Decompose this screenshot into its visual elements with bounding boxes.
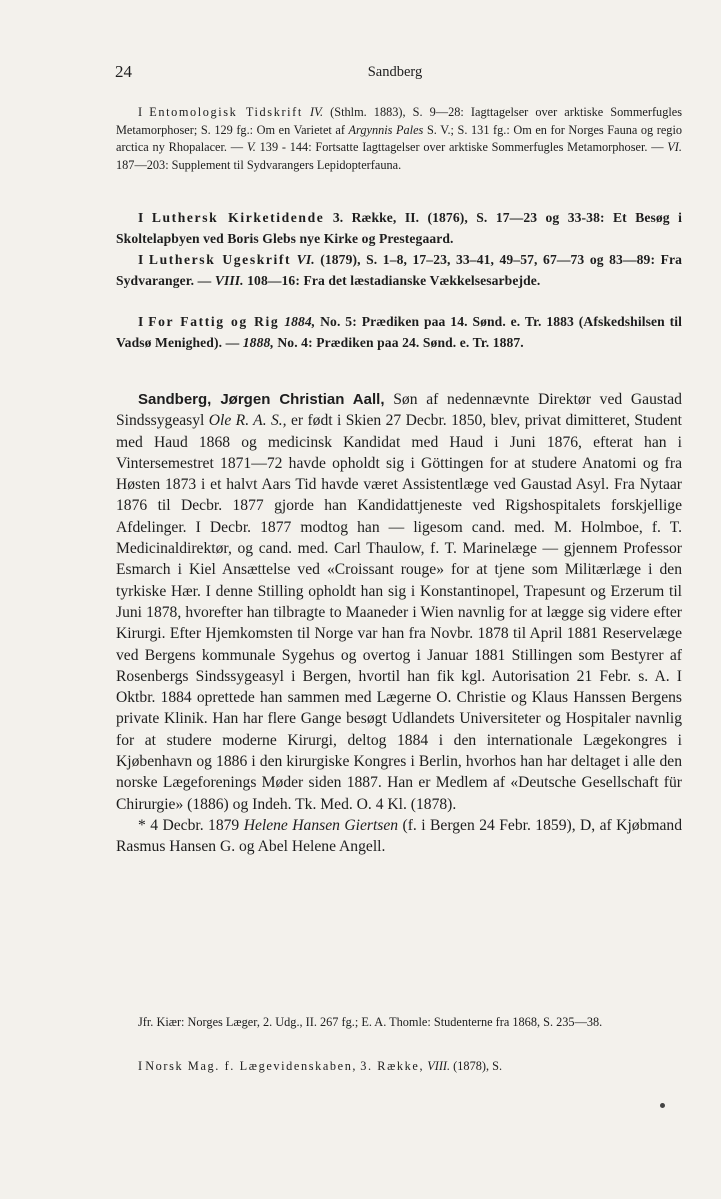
- footnote-mark: I: [138, 1059, 143, 1073]
- bib-text: 1883 (Afskedshilsen til Vadsø Menighed). —: [116, 314, 683, 350]
- bib-entomologisk: [116, 104, 682, 174]
- footnote: [116, 1058, 682, 1076]
- bib-text: 3. Række, II. (1876), S. 17—23 og 33-38:: [332, 210, 605, 225]
- bib-mark: I: [138, 314, 144, 329]
- volume: V.: [246, 140, 256, 155]
- volume: VIII.: [427, 1059, 451, 1073]
- bio-text: Søn af nedennævnte Direktør: [393, 391, 591, 408]
- year: 1888,: [242, 334, 274, 350]
- species-name: Argynnis Pales: [348, 122, 424, 137]
- bib-mark: I: [138, 252, 144, 267]
- footnote-text: (1878), S.: [453, 1059, 503, 1073]
- footnote-journal: Norsk Mag. f. Lægevidenskaben,: [145, 1059, 358, 1073]
- bib-text: 187—203: Supplement til Sydvarangers Lepidopterfauna.: [116, 157, 402, 172]
- bib-text: 139 - 144: Fortsatte Iagttagelser over arktiske Sommerfugles Metamorphoser. —: [259, 140, 664, 155]
- bib-text: (1879), S. 1–8, 17–23, 33–41, 49–57,: [320, 252, 538, 267]
- entry-name: Sandberg, Jørgen Christian Aall,: [138, 391, 385, 408]
- volume: VI.: [667, 140, 682, 155]
- volume: IV.: [309, 105, 324, 119]
- page-header: [115, 62, 675, 86]
- marriage-line: [116, 815, 682, 858]
- bib-text: Vækkelsesarbejde.: [429, 272, 541, 288]
- marriage-text: (f. i Bergen 24 Febr. 1859), D, af Kjøbmand Rasmus Hansen G. og Abel Helene Angell.: [116, 816, 683, 856]
- journal-title: For Fattig og Rig: [148, 314, 280, 329]
- references: [116, 1014, 682, 1032]
- bib-text: 108—16: Fra det læstadianske: [247, 272, 427, 288]
- father-name: Ole R. A. S.,: [208, 412, 287, 430]
- volume: VIII.: [214, 272, 244, 288]
- bib-ugeskrift: [116, 250, 682, 291]
- year: 1884,: [284, 314, 316, 329]
- reference-text: Jfr. Kiær: Norges Læger, 2. Udg., II. 267 fg.; E. A. Thomle: Studenterne fra 1868, S. 235—38.: [138, 1015, 603, 1029]
- footnote-text: 3. Række,: [360, 1059, 425, 1073]
- bib-text: No. 4: Prædiken paa 24. Sønd.: [277, 334, 457, 350]
- wife-name: Helene Hansen Giertsen: [243, 816, 399, 834]
- biography-entry: [116, 389, 682, 858]
- bio-text: er født i Skien 27 Decbr.: [290, 412, 447, 430]
- journal-title: Luthersk Kirketidende: [151, 210, 325, 225]
- bib-text: e. Tr. 1887.: [459, 334, 524, 350]
- bib-text: S. V.; S. 131 fg.: Om en for Norges Fauna og regio arctica ny Rhopalacer. —: [116, 122, 683, 155]
- volume: VI.: [296, 252, 315, 267]
- bio-body: 1850, blev, privat dimitteret, Student med Haud 1868 og medicinsk Kandidat med Haud i Juni 1876, efterat han i Vintersemestret 1871—72 havde opholdt sig i Göttingen for at studere Anatomi og fra Høsten 1873 i et halvt Aars Tid havde været Assistentlæge ved Gaustad Asyl. Fra Nytaar 1876 til Decbr. 1877 gjorde han Kandidattjeneste ved Rigshospitalets forskjellige Afdelinger. I Decbr. 1877 modtog han — ligesom cand. med. M. Holmboe, f. T. Medicinaldirektør, og cand. med. Carl Thaulow, f. T. Marinelæge — gjennem Professor Esmarch i Kiel Ansættelse ved «Croissant rouge» for at tjene som Militærlæge i den tyrkiske Hær. I denne Stilling opholdt han sig i Konstantinopel, Trapesunt og Erzerum til Juni 1878, hvorefter han tilbragte to Maaneder i Wien navnlig for at lægge sig videre efter Kirurgi. Efter Hjemkomsten til Norge var han fra Novbr. 1878 til April 1881 Reservelæge ved Bergens kommunale Sygehus og overtog i Januar 1881 Stillingen som Bestyrer af Rosenbergs Sindssygeasyl i Bergen, hvortil han fik kgl. Autorisation 21 Febr. s. A. I Oktbr. 1884 oprettede han sammen med Lægerne O. Christie og Klaus Hanssen Bergens private Klinik. Han har flere Gange besøgt Udlandets Universiteter og Hospitaler navnlig for at studere moderne Kirurgi, deltog 1884 i den internationale Lægekongres i Kjøbenhavn og 1886 i den kirurgiske Kongres i Berlin, hvorhos han har deltaget i alle den norske Lægeforenings Møder siden 1887. Han er Medlem af «Deutsche Gesellschaft für Chirurgie» (1886) og Indeh. Tk. Med. O. 4 Kl. (1878).: [116, 412, 682, 813]
- bib-text: 67—73 og 83—89: Fra Sydvaranger. —: [116, 252, 683, 288]
- bib-mark: I: [138, 210, 144, 225]
- ink-speck: [660, 1103, 665, 1108]
- marriage-date: * 4 Decbr. 1879: [138, 816, 240, 834]
- running-title: Sandberg: [367, 64, 423, 80]
- page-number: 24: [115, 62, 132, 81]
- bib-fattig-og-rig: [116, 312, 682, 353]
- bib-mark: I: [138, 105, 143, 119]
- bib-text: arktiske Sommerfugles Metamorphoser; S. 129 fg.: Om en Varietet af: [116, 105, 683, 137]
- bib-text: No. 5: Prædiken paa 14. Sønd. e. Tr.: [320, 314, 542, 329]
- journal-title: Entomologisk Tidskrift: [149, 105, 303, 119]
- bib-text: (Sthlm. 1883), S. 9—28: Iagttagelser over: [330, 105, 558, 119]
- bio-text: ved Gaustad Sindssygeasyl: [116, 391, 682, 430]
- bib-kirketidende: [116, 208, 682, 249]
- bib-text: Et Besøg i Skoltelapbyen ved Boris Glebs nye Kirke og Prestegaard.: [116, 210, 682, 246]
- journal-title: Luthersk Ugeskrift: [148, 252, 292, 267]
